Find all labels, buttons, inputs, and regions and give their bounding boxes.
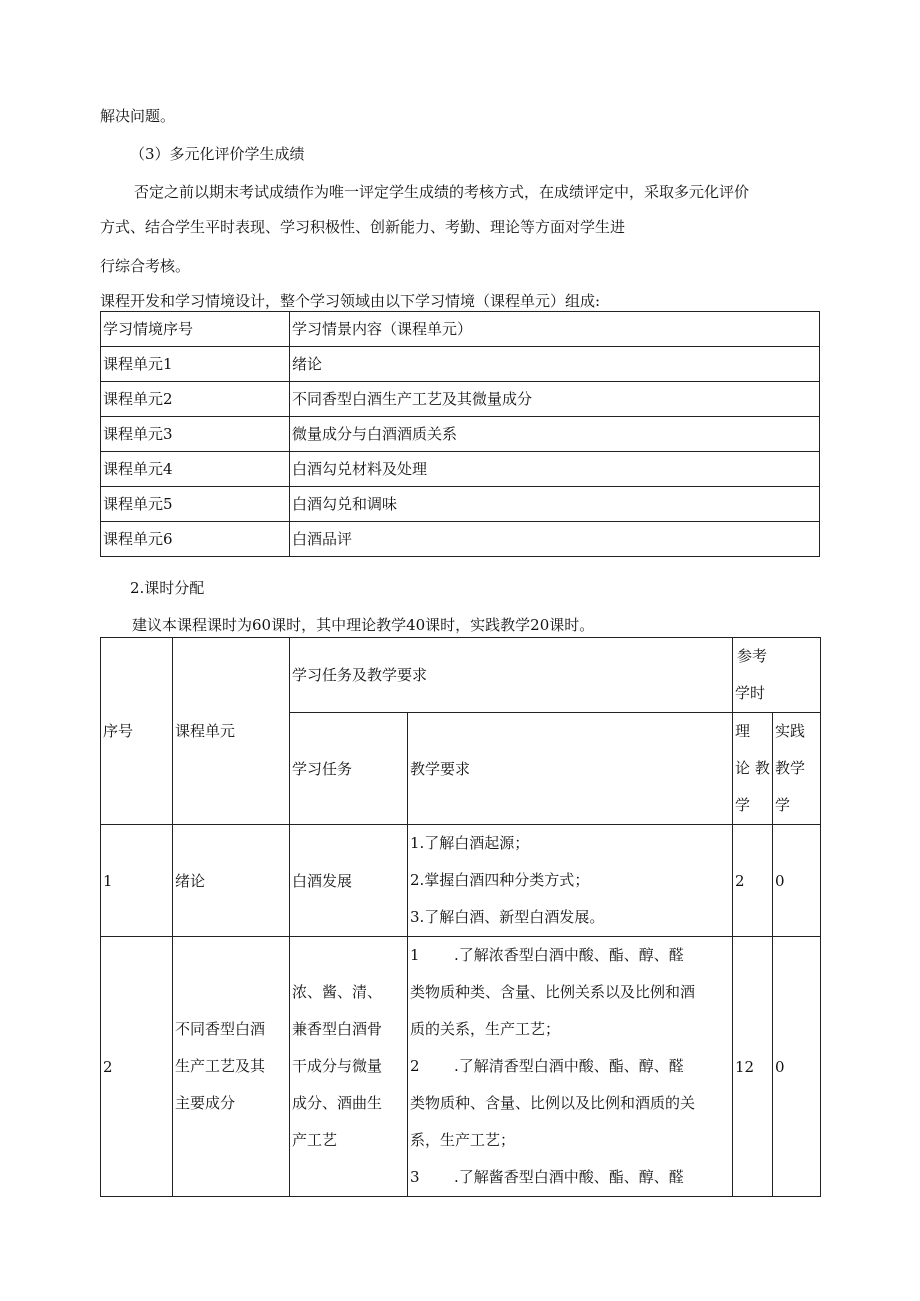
header-cell-task-req: 学习任务及教学要求 (290, 638, 733, 713)
table-cell: 不同香型白酒生产工艺及其微量成分 (290, 382, 820, 417)
table-cell-unit: 绪论 (173, 825, 290, 937)
table-row (101, 937, 821, 1197)
table-cell-req (408, 825, 733, 937)
table-cell: 白酒勾兑材料及处理 (290, 452, 820, 487)
table-cell-unit (173, 937, 290, 1197)
table-row (101, 487, 820, 522)
table-cell-seq: 2 (101, 937, 173, 1197)
cell-line: 主要成分 (175, 1094, 236, 1112)
header-cell-practice (773, 713, 821, 825)
table-row (101, 452, 820, 487)
header-cell-task: 学习任务 (290, 713, 408, 825)
header-line: 学 (735, 796, 751, 814)
header-line (735, 750, 772, 787)
header-cell-theory (733, 713, 773, 825)
table-cell: 课程单元6 (101, 522, 290, 557)
table-cell-task: 白酒发展 (290, 825, 408, 937)
paragraph-line: 建议本课程课时为60课时，其中理论教学40课时，实践教学20课时。 (132, 616, 595, 634)
table-header-row (101, 312, 820, 347)
req-line: 3.了解白酒、新型白酒发展。 (410, 908, 605, 926)
cell-line: 产工艺 (292, 1131, 338, 1149)
table-cell: 课程单元4 (101, 452, 290, 487)
req-text: .了解浓香型白酒中酸、酯、醇、醛 (454, 946, 684, 964)
cell-line: 成分、酒曲生 (292, 1094, 383, 1112)
req-line: 类物质种类、含量、比例关系以及比例和酒 (410, 983, 696, 1001)
req-text: .了解酱香型白酒中酸、酯、醇、醛 (454, 1168, 684, 1186)
table-cell: 绪论 (290, 347, 820, 382)
table-row (101, 522, 820, 557)
header-char: 教 (754, 759, 770, 777)
paragraph-end-line: 解决问题。 (100, 107, 176, 125)
header-line: 实践 (775, 722, 806, 740)
header-char: 论 (735, 759, 751, 777)
table-cell: 课程单元3 (101, 417, 290, 452)
course-units-table (100, 311, 820, 557)
cell-line: 浓、酱、清、 (292, 983, 383, 1001)
table-cell: 课程单元1 (101, 347, 290, 382)
req-line (410, 937, 732, 974)
hours-allocation-table (100, 637, 821, 1197)
req-line (410, 1048, 732, 1085)
table-cell-practice: 0 (773, 937, 821, 1197)
cell-line: 不同香型白酒 (175, 1020, 266, 1038)
table-cell-req (408, 937, 733, 1197)
table-cell: 白酒品评 (290, 522, 820, 557)
header-cell-seq: 序号 (101, 638, 173, 825)
table-cell: 课程单元2 (101, 382, 290, 417)
table-row (101, 382, 820, 417)
table-row (101, 825, 821, 937)
table-row (101, 347, 820, 382)
table-row (101, 417, 820, 452)
table-cell: 课程单元5 (101, 487, 290, 522)
table-cell-theory: 12 (733, 937, 773, 1197)
header-line: 教学 (775, 759, 806, 777)
table-cell: 微量成分与白酒酒质关系 (290, 417, 820, 452)
header-line: 学 (775, 796, 791, 814)
table-cell-theory: 2 (733, 825, 773, 937)
ref-hours-line: 学时 (735, 684, 766, 702)
ref-hours-line: 参考 (737, 647, 768, 665)
req-text: .了解清香型白酒中酸、酯、醇、醛 (454, 1057, 684, 1075)
header-cell: 学习情景内容（课程单元） (290, 312, 820, 347)
paragraph-line: 否定之前以期末考试成绩作为唯一评定学生成绩的考核方式，在成绩评定中，采取多元化评价 (134, 183, 750, 201)
section-heading: （3）多元化评价学生成绩 (130, 145, 305, 163)
req-line: 类物质种、含量、比例以及比例和酒质的关 (410, 1094, 696, 1112)
table-cell-practice: 0 (773, 825, 821, 937)
req-number: 1 (410, 946, 420, 964)
header-cell-unit: 课程单元 (173, 638, 290, 825)
req-line: 质的关系，生产工艺； (410, 1020, 561, 1038)
paragraph-line: 行综合考核。 (100, 257, 191, 275)
cell-line: 兼香型白酒骨 (292, 1020, 383, 1038)
cell-line: 生产工艺及其 (175, 1057, 266, 1075)
req-line: 1.了解白酒起源； (410, 834, 530, 852)
req-number: 3 (410, 1168, 420, 1186)
section-heading: 2.课时分配 (130, 579, 205, 597)
table-cell-task (290, 937, 408, 1197)
header-line: 理 (735, 722, 751, 740)
header-cell: 学习情境序号 (101, 312, 290, 347)
req-number: 2 (410, 1057, 420, 1075)
req-line (410, 1159, 732, 1196)
header-cell-ref-hours (733, 638, 821, 713)
table-cell: 白酒勾兑和调味 (290, 487, 820, 522)
paragraph-line: 课程开发和学习情境设计，整个学习领域由以下学习情境（课程单元）组成: (100, 292, 601, 310)
cell-line: 干成分与微量 (292, 1057, 383, 1075)
req-line: 系，生产工艺； (410, 1131, 516, 1149)
req-line: 2.掌握白酒四种分类方式； (410, 871, 590, 889)
header-cell-req: 教学要求 (408, 713, 733, 825)
table-cell-seq: 1 (101, 825, 173, 937)
paragraph-line: 方式、结合学生平时表现、学习积极性、创新能力、考勤、理论等方面对学生进 (100, 218, 626, 236)
table-header-row (101, 638, 821, 713)
